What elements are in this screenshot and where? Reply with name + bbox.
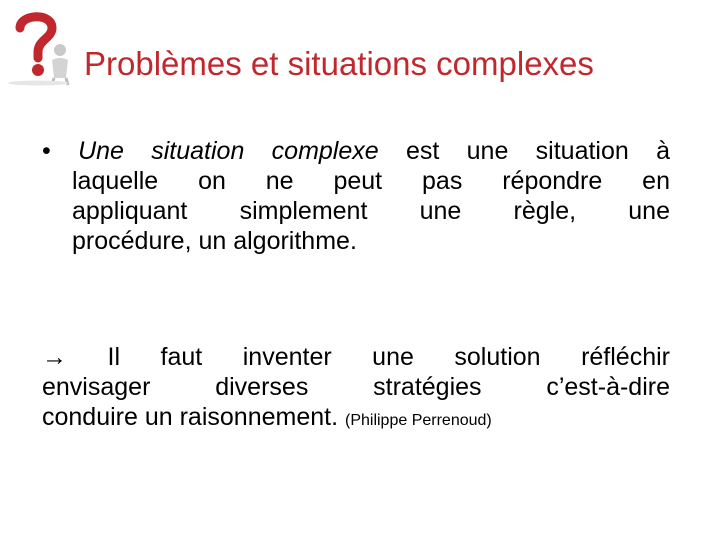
conclusion-paragraph [42, 342, 670, 436]
conclusion-line-1: Il faut inventer une solution réfléchir [107, 343, 670, 371]
slide-title: Problèmes et situations complexes [84, 45, 594, 82]
emphasis-term: Une situation complexe [78, 137, 379, 165]
bullet-line-2: laquelle on ne peut pas répondre en [72, 167, 670, 195]
bullet-line-3: appliquant simplement une règle, une [72, 197, 670, 225]
arrow-icon: → [42, 343, 67, 371]
bullet-symbol: • [42, 137, 51, 165]
conclusion-line-3: conduire un raisonnement. [42, 403, 339, 431]
bullet-line-4: procédure, un algorithme. [72, 227, 357, 255]
bullet-line-1: est une situation à [405, 137, 670, 165]
conclusion-line-2: envisager diverses stratégies c’est-à-dire [42, 373, 670, 401]
bullet-paragraph [42, 136, 670, 256]
question-mark-figure-icon [4, 6, 76, 86]
citation-source: (Philippe Perrenoud) [344, 412, 492, 429]
